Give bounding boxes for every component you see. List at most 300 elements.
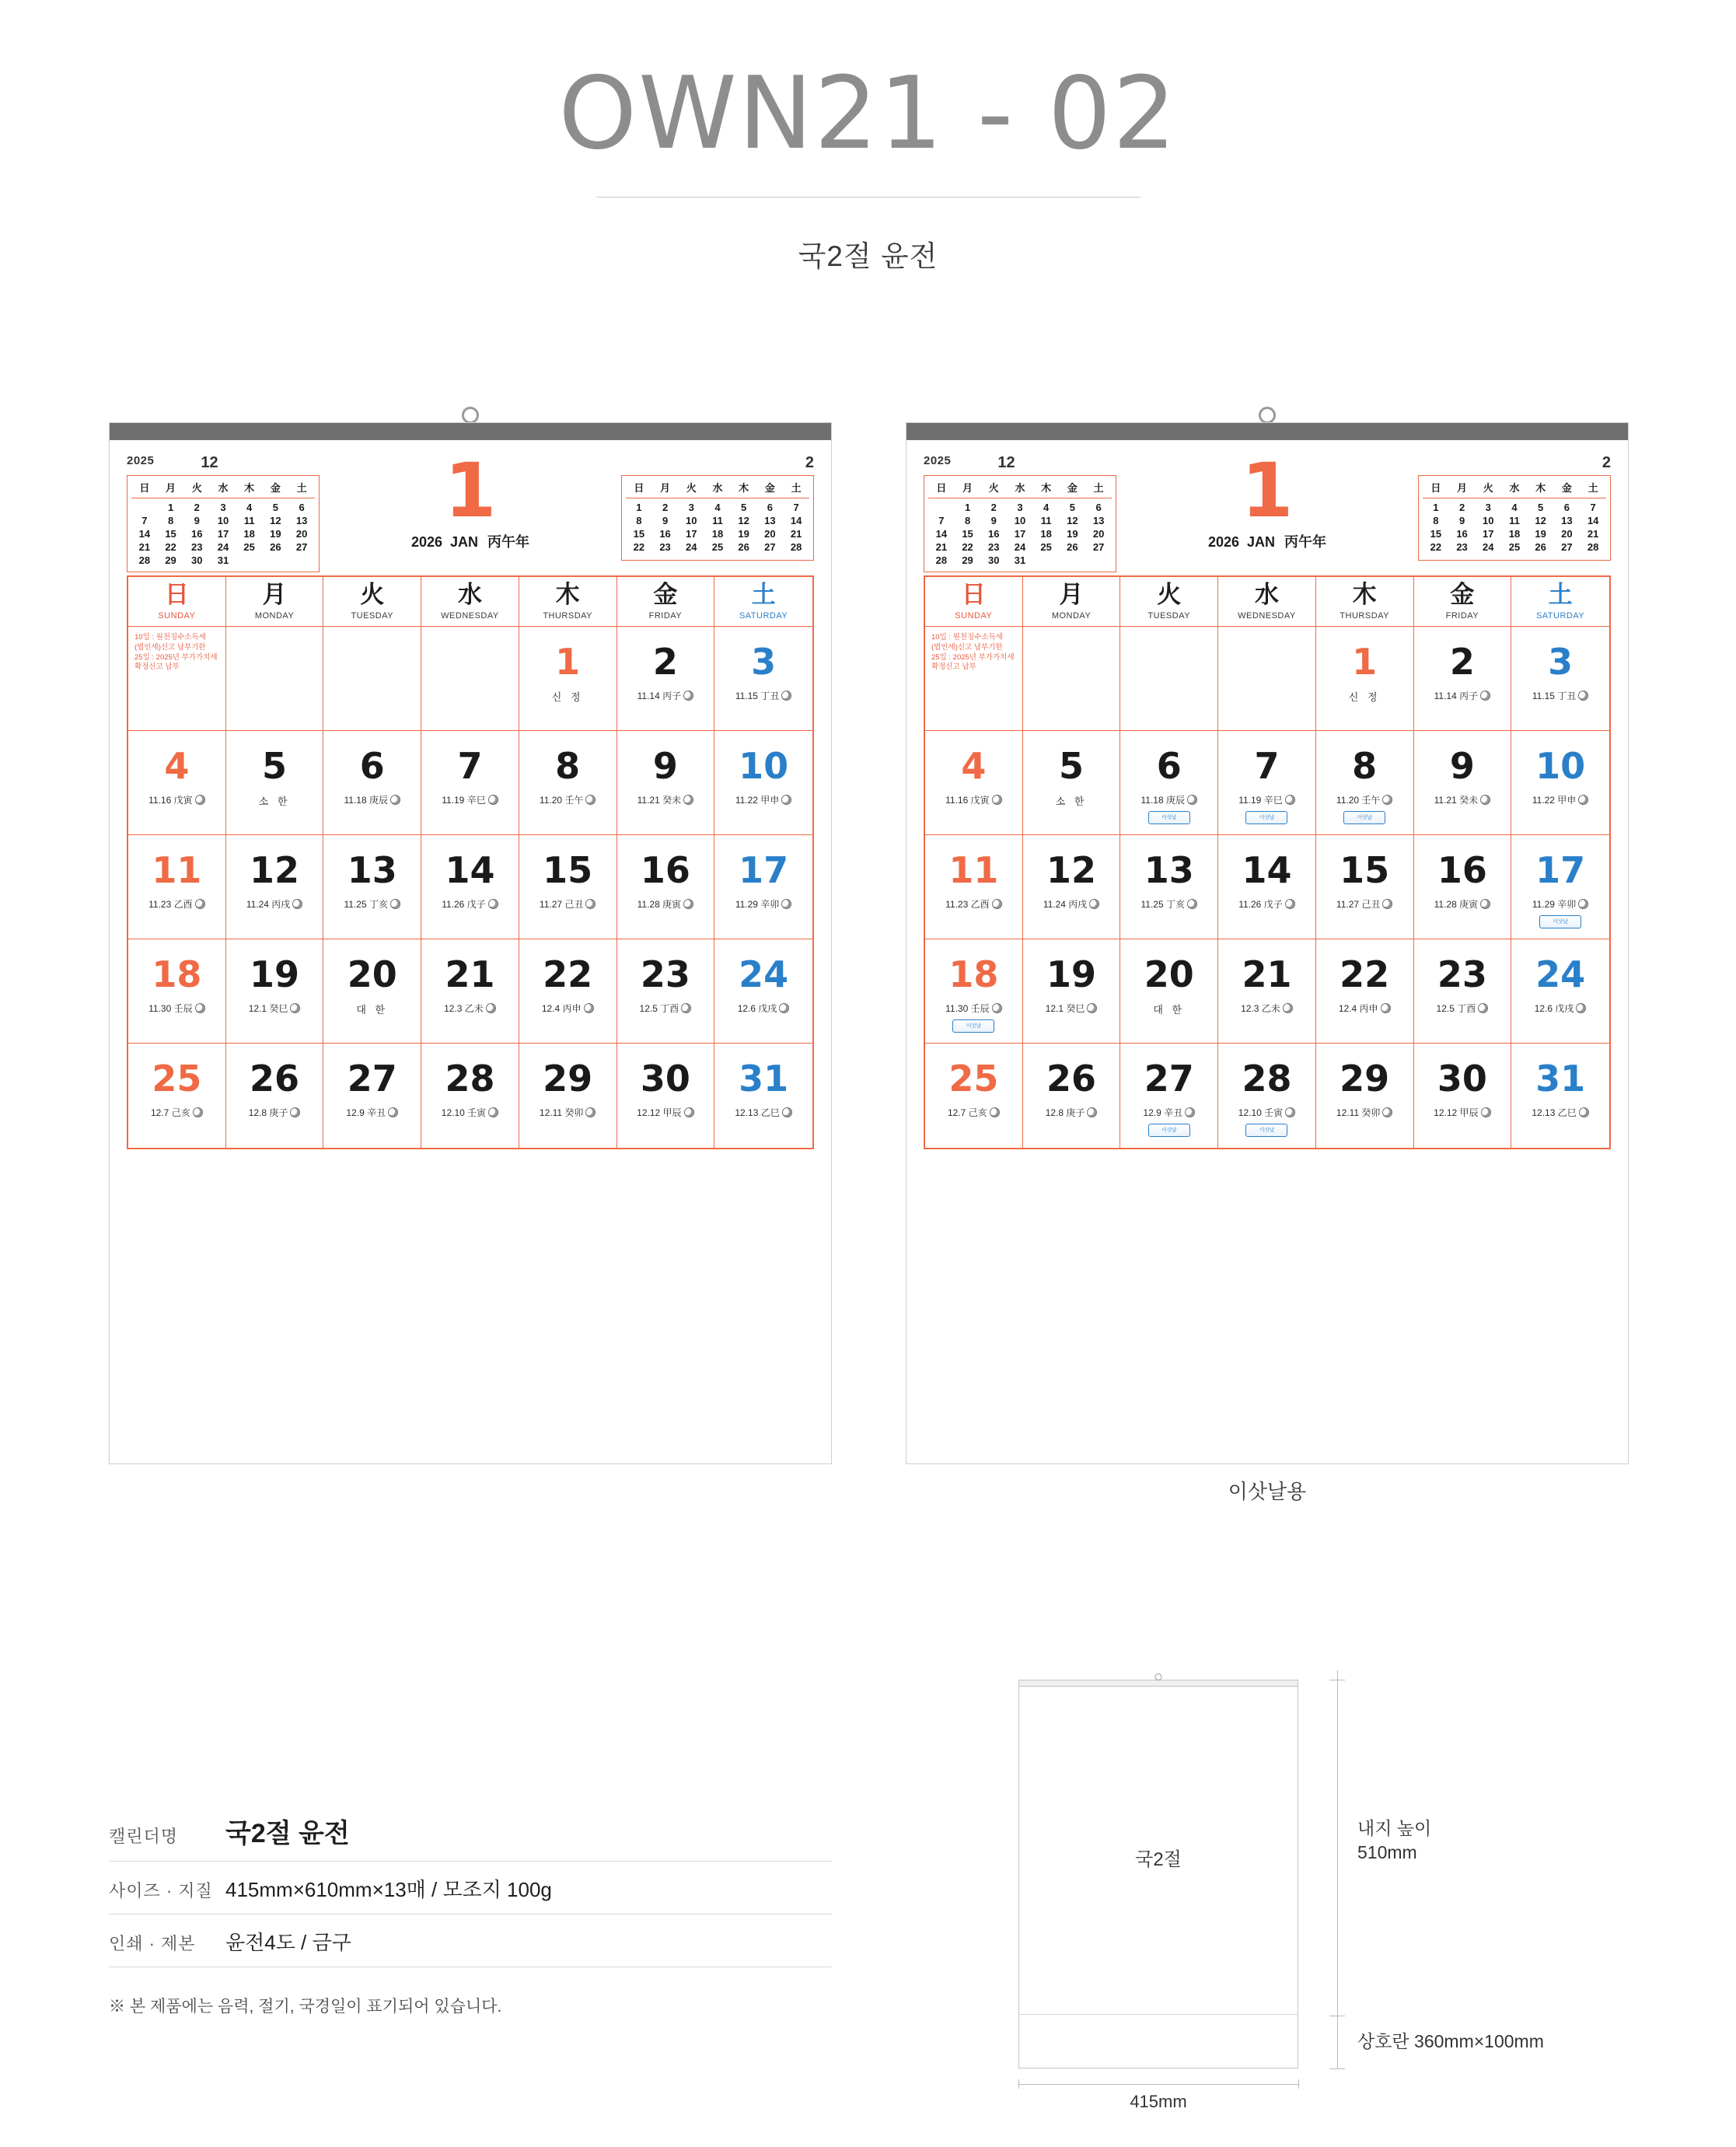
moon-phase-icon xyxy=(1480,899,1490,909)
day-cell xyxy=(226,939,324,1043)
weekday-header-cell xyxy=(1218,577,1316,626)
day-sub-label: 11.19 辛巳 xyxy=(421,793,519,806)
mini-day-cell xyxy=(288,554,315,567)
mini-day-cell: 14 xyxy=(935,528,948,540)
day-number: 25 xyxy=(948,1058,999,1100)
day-cell xyxy=(1120,939,1218,1043)
day-cell xyxy=(323,627,421,730)
day-number: 6 xyxy=(1156,745,1182,787)
moon-phase-icon xyxy=(290,1003,300,1013)
mini-day-cell: 12 xyxy=(270,515,281,526)
moon-phase-icon xyxy=(1578,691,1588,701)
mini-weekday-header: 金 xyxy=(1067,482,1078,494)
day-number: 15 xyxy=(1340,849,1390,891)
day-sub-label: 대 한 xyxy=(1153,1004,1186,1016)
day-cell xyxy=(617,835,715,939)
day-cell xyxy=(1316,627,1414,730)
weekday-en: WEDNESDAY xyxy=(441,611,499,621)
day-sub-label: 11.23 乙酉 xyxy=(925,897,1022,911)
mini-weekday-header: 土 xyxy=(1093,482,1104,494)
day-cell xyxy=(1218,731,1316,834)
moon-phase-icon xyxy=(488,1107,498,1117)
tax-note-line: 확정신고 납부 xyxy=(931,663,976,672)
spec-value-size: 415mm×610mm×13매 / 모조지 100g xyxy=(225,1878,552,1901)
day-cell xyxy=(1023,939,1121,1043)
day-cell xyxy=(519,731,617,834)
binder-bar xyxy=(906,423,1628,440)
moving-day-icon: 이삿날 xyxy=(1148,811,1190,824)
mini-day-cell: 24 xyxy=(1014,541,1026,553)
mini-day-cell: 22 xyxy=(165,541,176,553)
mini-day-cell: 4 xyxy=(246,502,253,513)
big-month-number: 1 xyxy=(1241,447,1294,534)
spec-value-name: 국2절 윤전 xyxy=(225,1819,350,1848)
moon-phase-icon xyxy=(1578,899,1588,909)
page-subtitle: 국2절 윤전 xyxy=(798,240,938,272)
day-number: 20 xyxy=(347,953,397,995)
day-cell xyxy=(714,731,812,834)
mini-week-row xyxy=(626,501,809,514)
diagram-width-label: 415mm xyxy=(1130,2092,1187,2111)
calendar-top-info xyxy=(127,447,814,571)
day-cell xyxy=(128,627,226,730)
mini-weekday-header: 金 xyxy=(1561,482,1572,494)
moving-day-icon: 이삿날 xyxy=(1148,1124,1190,1137)
day-cell xyxy=(1511,1044,1609,1148)
day-cell xyxy=(1120,627,1218,730)
week-row xyxy=(128,1044,812,1148)
diagram-height-line2: 510mm xyxy=(1357,1842,1417,1863)
day-sub-label: 12.6 戊戌 xyxy=(714,1002,812,1015)
day-cell xyxy=(519,1044,617,1148)
moon-phase-icon xyxy=(1382,899,1392,909)
mini-weekday-header: 水 xyxy=(218,482,229,494)
diagram-height-line1: 내지 높이 xyxy=(1357,1818,1432,1838)
mini-week-row xyxy=(131,514,315,527)
mini-day-cell: 15 xyxy=(962,528,973,540)
mini-day-cell xyxy=(783,554,809,555)
weekday-header-cell xyxy=(1414,577,1512,626)
day-number: 17 xyxy=(1535,849,1586,891)
day-number: 10 xyxy=(1535,745,1586,787)
mini-calendar-year: 2025 xyxy=(127,454,155,467)
mini-day-cell xyxy=(236,554,263,567)
day-sub-label: 11.24 丙戌 xyxy=(1023,897,1120,911)
mini-calendar-header xyxy=(127,454,320,472)
day-number: 26 xyxy=(250,1058,300,1100)
mini-day-cell: 25 xyxy=(243,541,255,553)
mini-day-cell: 4 xyxy=(1511,502,1518,513)
big-month-year: 2026 xyxy=(410,534,443,551)
mini-weekday-header: 月 xyxy=(660,482,671,494)
moon-phase-icon xyxy=(292,899,302,909)
weekday-ko: 土 xyxy=(1548,581,1573,609)
week-row xyxy=(128,835,812,939)
mini-day-cell: 17 xyxy=(1483,528,1494,540)
mini-weekday-header: 日 xyxy=(936,482,947,494)
mini-day-cell xyxy=(1033,554,1060,567)
day-sub-label: 12.3 乙未 xyxy=(1218,1002,1315,1015)
day-number: 15 xyxy=(543,849,593,891)
week-row xyxy=(128,731,812,835)
day-cell xyxy=(1414,835,1512,939)
day-number: 27 xyxy=(347,1058,397,1100)
weekday-en: SUNDAY xyxy=(158,611,196,621)
moon-phase-icon xyxy=(1089,899,1099,909)
mini-day-cell: 5 xyxy=(1538,502,1544,513)
week-row xyxy=(925,1044,1609,1148)
day-sub-label: 11.14 丙子 xyxy=(1414,689,1511,702)
mini-day-cell: 6 xyxy=(1563,502,1570,513)
day-number: 16 xyxy=(640,849,690,891)
day-sub-label: 11.21 癸未 xyxy=(1414,793,1511,806)
mini-day-cell: 22 xyxy=(633,541,645,553)
mini-week-row xyxy=(1423,527,1606,540)
day-number: 5 xyxy=(262,745,288,787)
diagram-tick-right xyxy=(1298,2079,1299,2089)
day-cell xyxy=(617,731,715,834)
mini-day-cell xyxy=(678,554,704,555)
day-cell xyxy=(617,939,715,1043)
diagram-sheet xyxy=(1018,1680,1298,2068)
day-cell xyxy=(925,939,1023,1043)
day-sub-label: 11.29 辛卯 xyxy=(1511,897,1609,911)
day-cell xyxy=(421,1044,519,1148)
mini-week-row xyxy=(131,554,315,567)
day-cell xyxy=(323,1044,421,1148)
day-sub-label: 11.15 丁丑 xyxy=(1511,689,1609,702)
day-cell xyxy=(1218,835,1316,939)
moon-phase-icon xyxy=(1382,795,1392,805)
moon-phase-icon xyxy=(1283,1003,1293,1013)
hanger-ring-icon xyxy=(462,407,479,424)
mini-day-cell: 1 xyxy=(636,502,642,513)
binder-bar xyxy=(110,423,831,440)
calendar-previews xyxy=(0,422,1736,1526)
mini-weekday-header: 日 xyxy=(634,482,644,494)
moon-phase-icon xyxy=(1087,1003,1097,1013)
mini-day-cell: 17 xyxy=(686,528,697,540)
mini-day-cell: 9 xyxy=(662,515,669,526)
day-number: 23 xyxy=(1437,953,1487,995)
mini-day-cell: 11 xyxy=(1509,515,1520,526)
diagram-sheet-label: 국2절 xyxy=(1135,1849,1182,1870)
weekday-ko: 月 xyxy=(1059,581,1084,609)
mini-day-cell xyxy=(1580,554,1606,555)
day-cell xyxy=(226,1044,324,1148)
mini-weekday-header: 日 xyxy=(139,482,150,494)
mini-calendar-month: 12 xyxy=(997,454,1015,471)
day-sub-label: 11.27 己丑 xyxy=(519,897,617,911)
mini-day-cell: 27 xyxy=(764,541,776,553)
day-number: 18 xyxy=(948,953,999,995)
day-number: 7 xyxy=(457,745,483,787)
mini-week-row xyxy=(928,527,1112,540)
day-number: 12 xyxy=(1046,849,1097,891)
day-sub-label: 11.16 戊寅 xyxy=(128,793,225,806)
weekday-en: WEDNESDAY xyxy=(1238,611,1296,621)
mini-week-row xyxy=(1423,501,1606,514)
dimension-diagram xyxy=(1011,1664,1602,2111)
day-number: 8 xyxy=(555,745,581,787)
day-cell xyxy=(1511,939,1609,1043)
day-sub-label: 11.23 乙酉 xyxy=(128,897,225,911)
mini-weekday-header: 金 xyxy=(764,482,775,494)
calendar-top-info xyxy=(924,447,1611,571)
tax-note-line: 25일 : 2025년 부가가치세 xyxy=(134,652,218,662)
mini-week-row xyxy=(1423,554,1606,555)
day-number: 17 xyxy=(739,849,789,891)
day-number: 29 xyxy=(543,1058,593,1100)
mini-day-cell: 18 xyxy=(711,528,724,540)
mini-day-cell: 20 xyxy=(764,528,776,540)
moon-phase-icon xyxy=(193,1107,203,1117)
mini-weekday-header: 土 xyxy=(1588,482,1598,494)
day-cell xyxy=(1414,939,1512,1043)
mini-calendar-box xyxy=(924,475,1116,572)
week-row xyxy=(925,731,1609,835)
moving-day-icon: 이삿날 xyxy=(1245,811,1287,824)
mini-day-cell: 21 xyxy=(935,541,948,553)
moving-day-icon: 이삿날 xyxy=(952,1019,994,1033)
diagram-company-area-label: 상호란 360mm×100mm xyxy=(1357,2031,1544,2051)
page-title: OWN21 - 02 xyxy=(558,56,1178,172)
day-number: 8 xyxy=(1352,745,1378,787)
mini-day-cell xyxy=(652,554,679,555)
mini-day-cell: 7 xyxy=(793,502,799,513)
weekday-header-cell xyxy=(128,577,226,626)
day-cell xyxy=(128,1044,226,1148)
moon-phase-icon xyxy=(1478,1003,1488,1013)
big-month-ganzhi: 丙午年 xyxy=(487,534,530,551)
big-month-meta xyxy=(1116,531,1418,551)
mini-calendar-box xyxy=(127,475,320,572)
day-cell xyxy=(714,627,812,730)
mini-weekday-header: 木 xyxy=(1041,482,1052,494)
mini-day-cell: 11 xyxy=(243,515,255,526)
mini-calendar xyxy=(127,454,320,572)
day-sub-label: 신 정 xyxy=(551,691,584,703)
day-cell xyxy=(1023,1044,1121,1148)
mini-day-cell: 19 xyxy=(1067,528,1078,540)
mini-week-row xyxy=(1423,540,1606,554)
day-number: 29 xyxy=(1340,1058,1390,1100)
day-cell xyxy=(1511,627,1609,730)
mini-day-cell: 24 xyxy=(686,541,697,553)
moon-phase-icon xyxy=(1579,1107,1589,1117)
mini-day-cell: 4 xyxy=(714,502,721,513)
day-sub-label: 12.6 戊戌 xyxy=(1511,1002,1609,1015)
weekday-en: MONDAY xyxy=(1051,611,1092,621)
mini-day-cell: 8 xyxy=(167,515,174,526)
mini-day-cell: 24 xyxy=(217,541,229,553)
moon-phase-icon xyxy=(584,1003,594,1013)
day-sub-label: 12.7 己亥 xyxy=(128,1106,225,1119)
moon-phase-icon xyxy=(990,1107,1000,1117)
day-number: 13 xyxy=(1144,849,1194,891)
day-cell xyxy=(1120,731,1218,834)
big-month-block xyxy=(320,447,621,551)
mini-day-cell: 6 xyxy=(767,502,773,513)
moon-phase-icon xyxy=(1285,899,1295,909)
diagram-horizontal-measure xyxy=(1018,2084,1298,2085)
day-sub-label: 12.7 己亥 xyxy=(925,1106,1022,1119)
weekday-header-cell xyxy=(323,577,421,626)
mini-calendar-header xyxy=(924,454,1116,472)
day-number: 30 xyxy=(640,1058,690,1100)
moon-phase-icon xyxy=(488,899,498,909)
day-sub-label: 11.30 壬辰 xyxy=(925,1002,1022,1015)
mini-day-cell: 11 xyxy=(712,515,723,526)
weekday-header-cell xyxy=(1511,577,1609,626)
moon-phase-icon xyxy=(1285,1107,1295,1117)
mini-day-cell: 17 xyxy=(1014,528,1026,540)
mini-day-cell xyxy=(1060,554,1086,567)
day-cell xyxy=(617,627,715,730)
big-month-ganzhi: 丙午年 xyxy=(1284,534,1327,551)
weekday-en: SATURDAY xyxy=(1535,611,1585,621)
day-cell xyxy=(323,835,421,939)
spec-value-print: 윤전4도 / 금구 xyxy=(225,1931,351,1954)
mini-day-cell: 22 xyxy=(962,541,973,553)
spec-label-print: 인쇄 · 제본 xyxy=(109,1934,196,1953)
day-cell xyxy=(1120,835,1218,939)
day-cell xyxy=(1511,731,1609,834)
mini-day-cell: 15 xyxy=(165,528,176,540)
mini-day-cell: 28 xyxy=(790,541,802,553)
day-cell xyxy=(1414,1044,1512,1148)
day-cell xyxy=(1414,731,1512,834)
mini-weekday-header: 火 xyxy=(1483,482,1493,494)
day-cell xyxy=(128,835,226,939)
day-cell xyxy=(128,939,226,1043)
mini-day-cell xyxy=(731,554,757,555)
mini-day-cell xyxy=(1085,554,1112,567)
moon-phase-icon xyxy=(1187,795,1197,805)
mini-day-cell xyxy=(1501,554,1528,555)
day-cell xyxy=(421,939,519,1043)
calendar-sheet-standard xyxy=(109,422,832,1464)
day-sub-label: 11.15 丁丑 xyxy=(714,689,812,702)
mini-day-cell: 10 xyxy=(686,515,697,526)
day-sub-label: 12.13 乙巳 xyxy=(1511,1106,1609,1119)
diagram-tick-bottom xyxy=(1329,2068,1345,2069)
day-sub-label: 12.5 丁酉 xyxy=(1414,1002,1511,1015)
weekday-header-cell xyxy=(617,577,715,626)
moon-phase-icon xyxy=(1481,1107,1491,1117)
mini-calendar-month: 12 xyxy=(201,454,218,471)
mini-day-cell xyxy=(928,501,955,514)
day-sub-label: 11.29 辛卯 xyxy=(714,897,812,911)
mini-day-cell: 10 xyxy=(217,515,229,526)
weekday-ko: 日 xyxy=(164,581,189,609)
weekday-en: THURSDAY xyxy=(543,611,593,621)
weekday-header-cell xyxy=(226,577,324,626)
day-cell xyxy=(1023,835,1121,939)
day-cell xyxy=(1218,1044,1316,1148)
day-sub-label: 12.12 甲辰 xyxy=(617,1106,714,1119)
day-cell xyxy=(1023,627,1121,730)
mini-day-cell: 14 xyxy=(790,515,802,526)
moon-phase-icon xyxy=(585,795,596,805)
day-cell xyxy=(323,731,421,834)
moving-day-icon: 이삿날 xyxy=(1539,915,1581,928)
moon-phase-icon xyxy=(488,795,498,805)
day-cell xyxy=(925,835,1023,939)
month-grid xyxy=(127,575,814,1149)
tax-note xyxy=(128,627,225,673)
day-sub-label: 12.12 甲辰 xyxy=(1414,1106,1511,1119)
day-number: 20 xyxy=(1144,953,1194,995)
mini-day-cell: 20 xyxy=(295,528,308,540)
spec-footnote: ※ 본 제품에는 음력, 절기, 국경일이 표기되어 있습니다. xyxy=(109,1998,502,2016)
day-sub-label: 11.20 壬午 xyxy=(519,793,617,806)
moon-phase-icon xyxy=(992,1003,1002,1013)
day-number: 6 xyxy=(359,745,385,787)
day-number: 18 xyxy=(152,953,202,995)
day-sub-label: 신 정 xyxy=(1348,691,1381,703)
weekday-ko: 月 xyxy=(262,581,287,609)
mini-day-cell: 2 xyxy=(194,502,200,513)
week-row xyxy=(128,627,812,731)
mini-weekday-header: 月 xyxy=(962,482,973,494)
day-sub-label: 12.11 癸卯 xyxy=(1316,1106,1413,1119)
day-number: 10 xyxy=(739,745,789,787)
mini-weekday-header: 金 xyxy=(270,482,281,494)
mini-day-cell: 27 xyxy=(1092,541,1105,553)
day-number: 22 xyxy=(1340,953,1390,995)
big-month-block xyxy=(1116,447,1418,551)
moon-phase-icon xyxy=(781,691,791,701)
day-sub-label: 11.20 壬午 xyxy=(1316,793,1413,806)
day-cell xyxy=(421,731,519,834)
mini-day-cell xyxy=(626,554,652,555)
day-sub-label: 11.26 戊子 xyxy=(1218,897,1315,911)
day-number: 27 xyxy=(1144,1058,1194,1100)
mini-weekday-header: 日 xyxy=(1430,482,1441,494)
mini-day-cell: 20 xyxy=(1092,528,1105,540)
day-number: 4 xyxy=(961,745,987,787)
day-number: 24 xyxy=(739,953,789,995)
mini-calendar xyxy=(1418,454,1611,561)
day-number: 9 xyxy=(652,745,678,787)
day-sub-label: 11.22 甲申 xyxy=(714,793,812,806)
day-sub-label: 12.4 丙申 xyxy=(1316,1002,1413,1015)
mini-day-cell: 6 xyxy=(299,502,305,513)
mini-day-cell xyxy=(757,554,784,555)
day-cell xyxy=(1218,939,1316,1043)
mini-day-cell: 3 xyxy=(1017,502,1023,513)
mini-week-row xyxy=(1423,514,1606,527)
mini-day-cell: 9 xyxy=(194,515,200,526)
mini-weekday-header: 火 xyxy=(191,482,202,494)
tax-note-line: 25일 : 2025년 부가가치세 xyxy=(931,652,1015,662)
mini-day-cell: 1 xyxy=(1433,502,1439,513)
mini-day-cell: 24 xyxy=(1483,541,1494,553)
mini-day-cell: 18 xyxy=(1040,528,1052,540)
big-month-number: 1 xyxy=(444,447,497,534)
week-row xyxy=(925,835,1609,939)
mini-day-cell: 6 xyxy=(1095,502,1102,513)
day-cell xyxy=(226,731,324,834)
mini-day-cell: 27 xyxy=(295,541,308,553)
moon-phase-icon xyxy=(1087,1107,1097,1117)
mini-weekday-header: 木 xyxy=(244,482,255,494)
weekday-en: SATURDAY xyxy=(739,611,788,621)
mini-day-cell: 13 xyxy=(1092,515,1105,526)
day-cell xyxy=(1316,939,1414,1043)
mini-day-cell: 31 xyxy=(217,554,229,566)
